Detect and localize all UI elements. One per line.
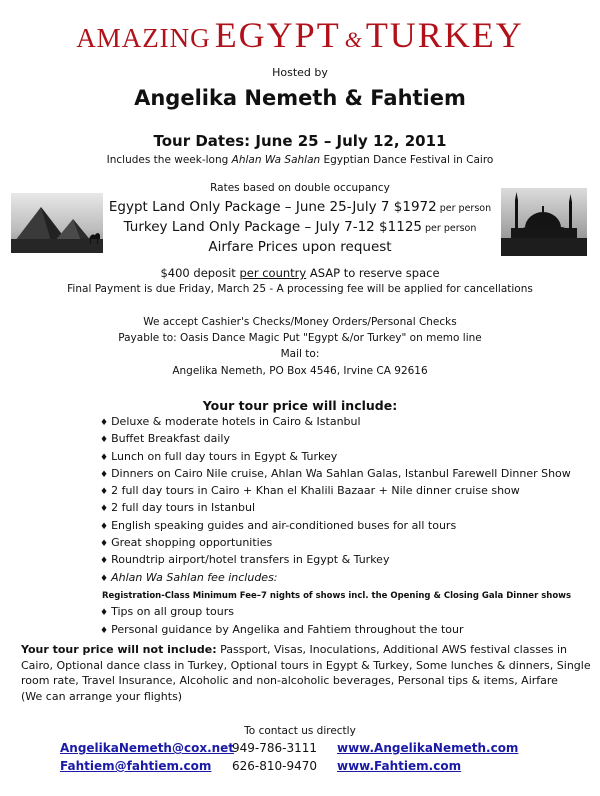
list-item-text: Dinners on Cairo Nile cruise, Ahlan Wa Sahlan Galas, Istanbul Farewell Dinner Show <box>111 466 571 480</box>
website-link[interactable]: www.Fahtiem.com <box>337 759 462 773</box>
payment-methods: We accept Cashier's Checks/Money Orders/Personal Checks <box>143 316 457 328</box>
mail-to-label: Mail to: <box>280 348 320 360</box>
flights-note: (We can arrange your flights) <box>21 689 183 703</box>
diamond-bullet-icon: ♦ <box>100 487 109 498</box>
hosts-name: Angelika Nemeth & Fahtiem <box>134 86 466 110</box>
final-payment-note: Final Payment is due Friday, March 25 - A processing fee will be applied for cancellations <box>67 283 533 295</box>
email-link[interactable]: Fahtiem@fahtiem.com <box>60 759 212 773</box>
list-item-text: Ahlan Wa Sahlan fee includes: <box>111 570 278 584</box>
payable-to: Payable to: Oasis Dance Magic Put "Egypt &/or Turkey" on memo line <box>118 332 482 344</box>
diamond-bullet-icon: ♦ <box>100 608 109 619</box>
hosted-by-label: Hosted by <box>272 66 328 79</box>
list-item-text: Deluxe & moderate hotels in Cairo & Istanbul <box>111 415 361 428</box>
diamond-bullet-icon: ♦ <box>100 469 109 480</box>
list-item-text: 2 full day tours in Cairo + Khan el Khalili Bazaar + Nile dinner cruise show <box>111 484 520 498</box>
title-amazing: AMAZING <box>76 23 211 53</box>
tour-dates: Tour Dates: June 25 – July 12, 2011 <box>153 132 447 150</box>
festival-note <box>0 154 600 166</box>
list-item-text: Tips on all group tours <box>111 605 234 619</box>
includes-list <box>100 414 571 639</box>
diamond-bullet-icon: ♦ <box>100 556 109 567</box>
diamond-bullet-icon: ♦ <box>100 573 109 584</box>
list-item <box>100 552 571 569</box>
not-included-text: Passport, Visas, Inoculations, Additional AWS festival classes in Cairo, Optional dance class in Turkey, Optional tours in Egypt & Turkey, Some lunches & dinners, Single room rate, Travel Insurance, Alcoholic and non-alcoholic beverages, Personal tips & items, Airfare <box>21 643 591 687</box>
list-item <box>100 466 571 483</box>
title-turkey: TURKEY <box>365 15 524 55</box>
deposit-per-country: per country <box>239 266 307 280</box>
list-item-text: English speaking guides and air-conditioned buses for all tours <box>111 518 457 532</box>
list-item-text: Buffet Breakfast daily <box>111 432 230 446</box>
list-item-text: Great shopping opportunities <box>111 536 273 550</box>
list-item <box>100 431 571 448</box>
includes-heading: Your tour price will include: <box>202 398 398 413</box>
list-item <box>100 518 571 535</box>
egypt-package-label: Egypt Land Only Package – June 25-July 7 $1972 <box>108 199 437 215</box>
diamond-bullet-icon: ♦ <box>100 435 109 446</box>
list-item-text: Personal guidance by Angelika and Fahtiem throughout the tour <box>111 622 464 636</box>
diamond-bullet-icon: ♦ <box>100 418 109 428</box>
list-item-text: Lunch on full day tours in Egypt & Turkey <box>111 449 338 463</box>
diamond-bullet-icon: ♦ <box>100 521 109 532</box>
airfare-note: Airfare Prices upon request <box>208 239 392 255</box>
rates-note: Rates based on double occupancy <box>210 182 390 194</box>
email-link[interactable]: AngelikaNemeth@cox.net <box>60 741 235 755</box>
diamond-bullet-icon: ♦ <box>100 504 109 515</box>
diamond-bullet-icon: ♦ <box>100 452 109 463</box>
list-item-text: Roundtrip airport/hotel transfers in Egypt & Turkey <box>111 553 390 567</box>
turkey-package <box>0 219 600 235</box>
list-item <box>100 535 571 552</box>
deposit-note <box>0 266 600 280</box>
turkey-package-label: Turkey Land Only Package – July 7-12 $1125 <box>123 219 422 235</box>
contact-heading: To contact us directly <box>244 725 356 737</box>
festival-name: Ahlan Wa Sahlan <box>231 154 321 166</box>
flyer-title <box>0 14 600 56</box>
list-item <box>100 483 571 500</box>
list-item <box>100 500 571 517</box>
mailing-address: Angelika Nemeth, PO Box 4546, Irvine CA 92616 <box>172 365 428 377</box>
phone-number: 949-786-3111 <box>232 741 318 755</box>
per-person-label: per person <box>422 223 477 234</box>
diamond-bullet-icon: ♦ <box>100 539 109 550</box>
fee-note <box>100 587 571 604</box>
per-person-label: per person <box>436 203 492 214</box>
fee-note-text: Registration-Class Minimum Fee–7 nights of shows incl. the Opening & Closing Gala Dinner shows <box>102 590 572 601</box>
deposit-text-after: ASAP to reserve space <box>306 266 440 280</box>
list-item <box>100 604 571 621</box>
list-item <box>100 622 571 639</box>
list-item <box>100 570 571 587</box>
list-item-text: 2 full day tours in Istanbul <box>111 501 256 515</box>
title-egypt: EGYPT <box>214 15 341 55</box>
deposit-text-before: $400 deposit <box>160 266 240 280</box>
list-item <box>100 414 571 431</box>
phone-number: 626-810-9470 <box>232 759 318 773</box>
title-ampersand: & <box>344 27 362 52</box>
not-included-section <box>21 642 591 704</box>
website-link[interactable]: www.AngelikaNemeth.com <box>337 741 519 755</box>
festival-text-before: Includes the week-long <box>106 154 232 166</box>
list-item <box>100 449 571 466</box>
festival-text-after: Egyptian Dance Festival in Cairo <box>320 154 494 166</box>
diamond-bullet-icon: ♦ <box>100 625 109 636</box>
not-included-label: Your tour price will not include: <box>21 643 217 656</box>
egypt-package <box>0 199 600 215</box>
